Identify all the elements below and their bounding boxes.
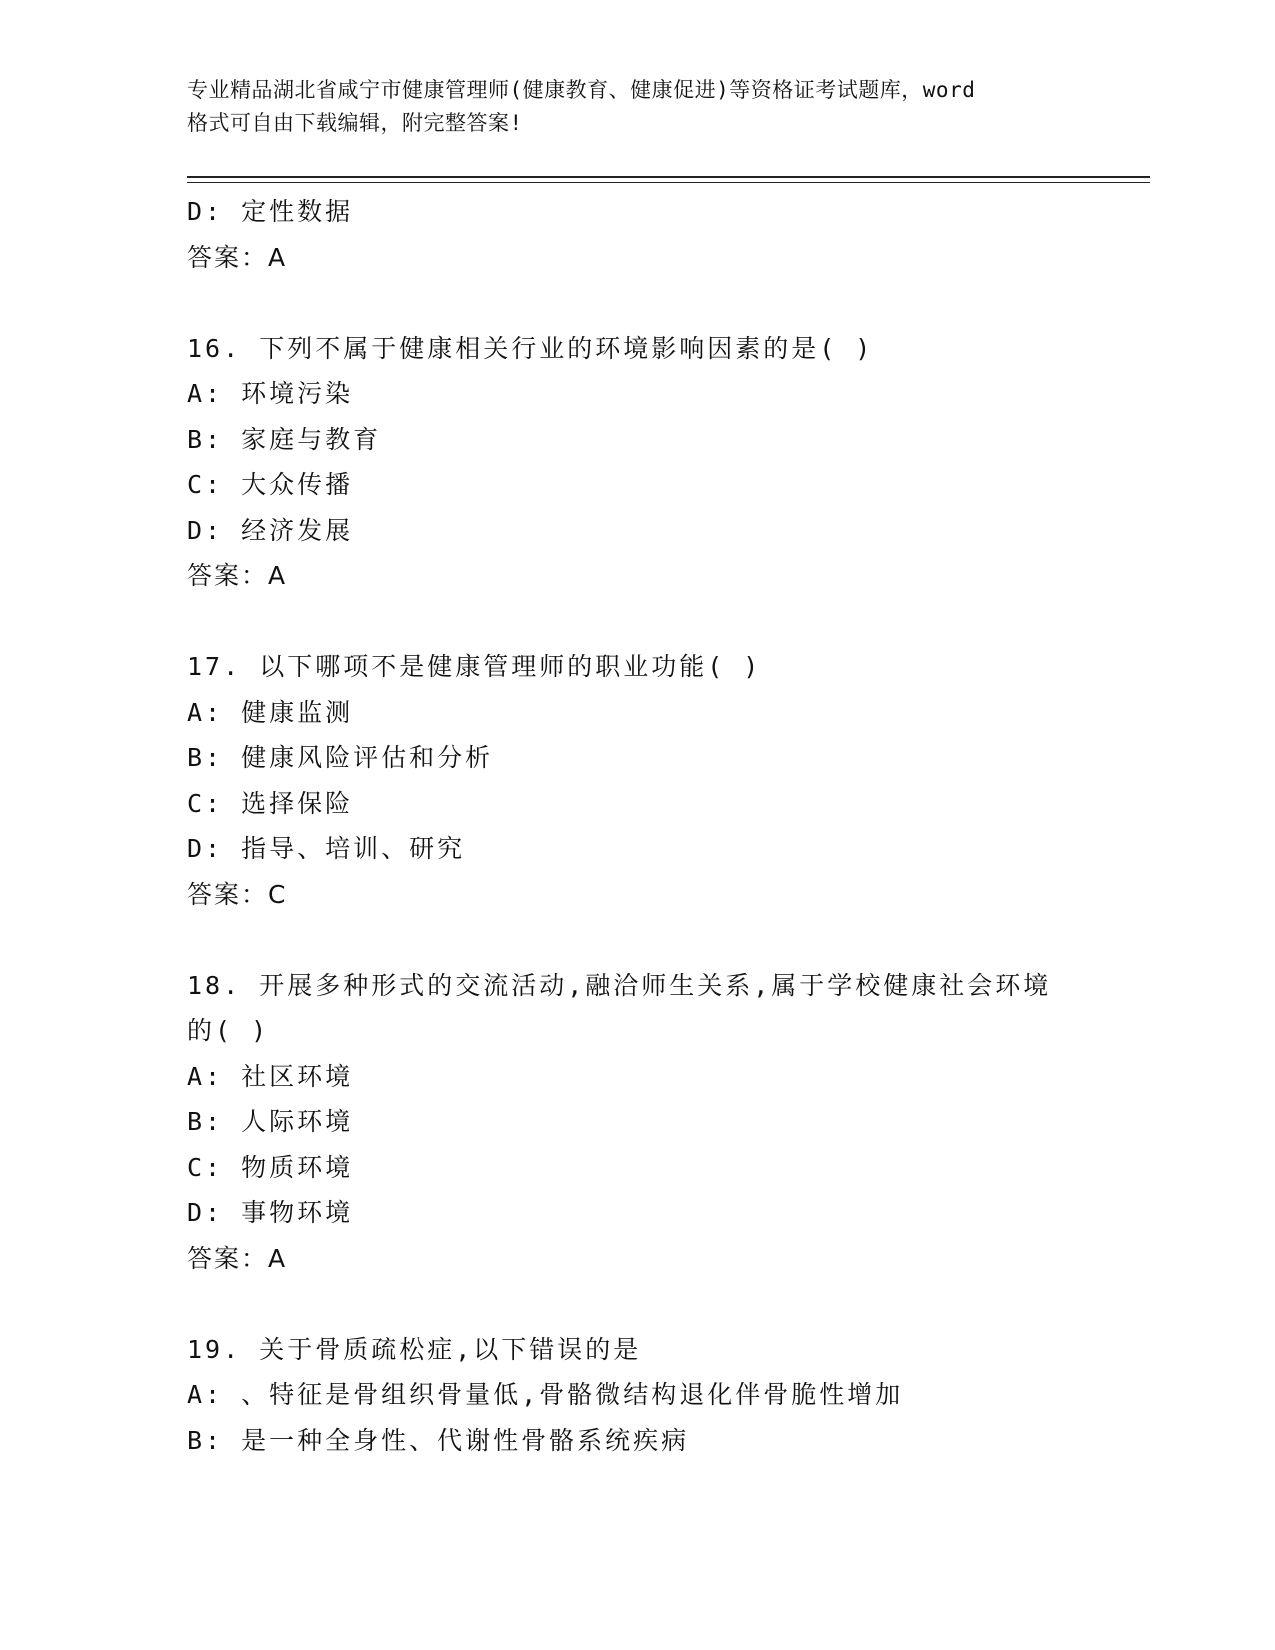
- option-c: C: 大众传播: [187, 470, 354, 499]
- option-a: A: 健康监测: [187, 697, 354, 727]
- question-block-19: [187, 1327, 1117, 1464]
- question-block-prev: [187, 189, 1117, 280]
- option-c: C: 物质环境: [187, 1152, 354, 1182]
- answer-label: 答案：A: [187, 242, 288, 272]
- answer-label: 答案：C: [187, 879, 288, 909]
- question-text: 17. 以下哪项不是健康管理师的职业功能( ): [187, 652, 762, 681]
- header-divider-thick: [187, 176, 1150, 178]
- option-d: D: 指导、培训、研究: [187, 834, 466, 863]
- document-header: [187, 74, 1087, 140]
- question-text-line-2: 的( ): [187, 1016, 270, 1045]
- option-b: B: 是一种全身性、代谢性骨骼系统疾病: [187, 1425, 690, 1455]
- option-d: D: 事物环境: [187, 1198, 354, 1227]
- option-a: A: 社区环境: [187, 1061, 354, 1091]
- question-text: 16. 下列不属于健康相关行业的环境影响因素的是( ): [187, 333, 874, 363]
- answer-label: 答案：A: [187, 561, 288, 590]
- header-line-1: 专业精品湖北省咸宁市健康管理师(健康教育、健康促进)等资格证考试题库，word: [187, 78, 976, 102]
- option-c: C: 选择保险: [187, 788, 354, 818]
- question-block-16: [187, 326, 1117, 599]
- question-text: 19. 关于骨质疏松症,以下错误的是: [187, 1334, 642, 1364]
- option-b: B: 健康风险评估和分析: [187, 743, 494, 772]
- question-block-18: [187, 963, 1117, 1282]
- question-text-line-1: 18. 开展多种形式的交流活动,融洽师生关系,属于学校健康社会环境: [187, 970, 1052, 1000]
- question-block-17: [187, 644, 1117, 917]
- header-line-2: 格式可自由下载编辑，附完整答案!: [187, 111, 523, 135]
- question-list: [187, 189, 1117, 1463]
- header-divider-thin: [187, 182, 1150, 183]
- option-a: A: 环境污染: [187, 379, 354, 408]
- option-b: B: 家庭与教育: [187, 424, 382, 454]
- answer-label: 答案：A: [187, 1243, 288, 1273]
- option-b: B: 人际环境: [187, 1107, 354, 1136]
- option-d: D: 定性数据: [187, 197, 354, 226]
- option-a: A: 、特征是骨组织骨量低,骨骼微结构退化伴骨脆性增加: [187, 1380, 904, 1409]
- option-d: D: 经济发展: [187, 515, 354, 545]
